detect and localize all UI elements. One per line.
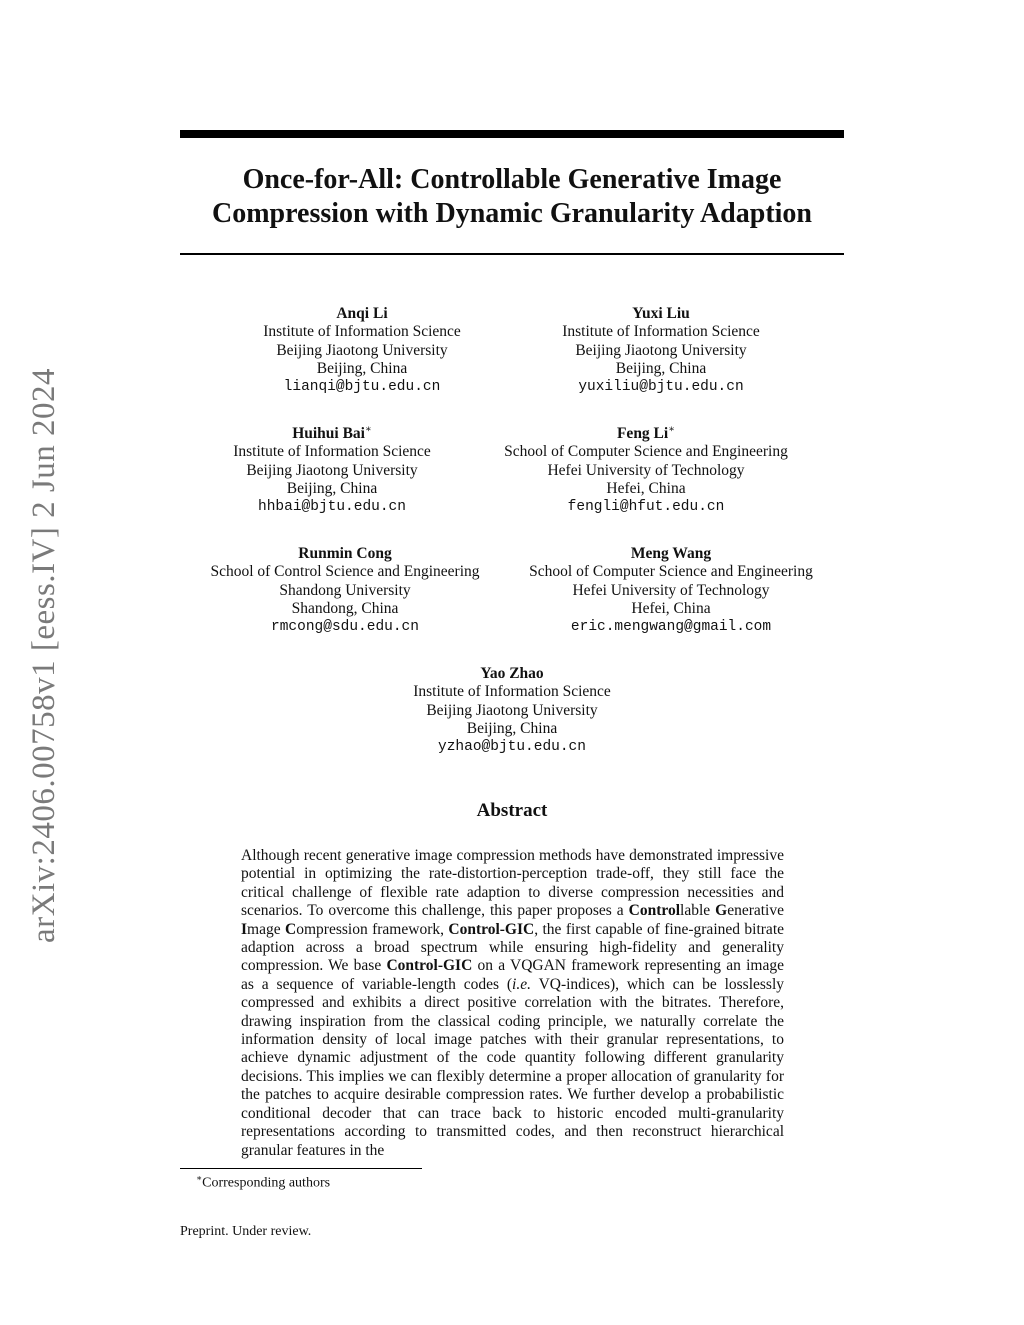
author-email: hhbai@bjtu.edu.cn bbox=[258, 499, 406, 516]
author-affiliation: Institute of Information Science bbox=[562, 323, 760, 341]
title-line-2: Compression with Dynamic Granularity Adaption bbox=[212, 198, 812, 229]
author-name: Anqi Li bbox=[336, 305, 388, 323]
footnote-rule bbox=[180, 1168, 422, 1169]
title-rule-top bbox=[180, 130, 844, 138]
author-name: Meng Wang bbox=[630, 545, 712, 563]
author-email: rmcong@sdu.edu.cn bbox=[271, 619, 419, 636]
author-block-anqi-li bbox=[232, 301, 492, 397]
author-name: Runmin Cong bbox=[298, 545, 392, 563]
preprint-note: Preprint. Under review. bbox=[180, 1224, 312, 1239]
author-location: Beijing, China bbox=[286, 480, 378, 498]
author-block-yao-zhao bbox=[382, 661, 642, 757]
author-institution: Shandong University bbox=[279, 581, 411, 599]
author-email: yzhao@bjtu.edu.cn bbox=[438, 739, 586, 756]
author-location: Beijing, China bbox=[316, 360, 408, 378]
footnote-corresponding: ∗Corresponding authors bbox=[196, 1173, 331, 1191]
author-email: fengli@hfut.edu.cn bbox=[567, 499, 725, 516]
abstract-heading: Abstract bbox=[476, 800, 548, 821]
abstract-body: Although recent generative image compression methods have demonstrated impressive potential in optimizing the rate-distortion-perception trade-off, they still face the critical challenge of flexible rate adaption to diverse compression necessities and scenarios. To overcome this challenge, this paper proposes a Controllable Generative Image Compression framework, Control-GIC, the first capable of fine-grained bitrate adaption across a broad spectrum while ensuring high-fidelity and generality compression. We base Control-GIC on a VQGAN framework representing an image as a sequence of variable-length codes (i.e. VQ-indices), which can be losslessly compressed and exhibits a direct positive correlation with the bitrates. Therefore, drawing inspiration from the classical coding principle, we naturally correlate the information density of local image patches with their granular representations, to achieve dynamic adjustment of the code quantity following different granularity decisions. This implies we can flexibly determine a proper allocation of granularity for the patches to acquire desirable compression rates. We further develop a probabilistic conditional decoder that can trace back to historic encoded multi-granularity representations according to transmitted codes, and then reconstruct hierarchical granular features in the bbox=[241, 847, 785, 1159]
author-affiliation: School of Computer Science and Engineering bbox=[529, 563, 813, 581]
title-rule-bottom bbox=[180, 253, 844, 255]
author-institution: Beijing Jiaotong University bbox=[426, 701, 598, 719]
author-institution: Beijing Jiaotong University bbox=[276, 341, 448, 359]
author-email: eric.mengwang@gmail.com bbox=[570, 619, 772, 636]
author-email: lianqi@bjtu.edu.cn bbox=[283, 379, 441, 396]
author-name: Feng Li∗ bbox=[616, 424, 676, 443]
author-location: Beijing, China bbox=[466, 720, 558, 738]
author-location: Beijing, China bbox=[615, 360, 707, 378]
author-location: Hefei, China bbox=[631, 600, 711, 618]
paper-title bbox=[180, 163, 844, 231]
author-affiliation: School of Control Science and Engineering bbox=[210, 563, 480, 581]
author-block-huihui-bai bbox=[202, 421, 462, 517]
arxiv-identifier-text: arXiv:2406.00758v1 [eess.IV] 2 Jun 2024 bbox=[25, 367, 62, 943]
title-line-1: Once-for-All: Controllable Generative Image bbox=[242, 164, 782, 195]
author-email: yuxiliu@bjtu.edu.cn bbox=[578, 379, 744, 396]
author-affiliation: Institute of Information Science bbox=[413, 683, 611, 701]
author-block-runmin-cong bbox=[194, 541, 496, 637]
author-block-feng-li bbox=[486, 421, 806, 517]
author-institution: Hefei University of Technology bbox=[547, 461, 745, 479]
arxiv-identifier bbox=[18, 365, 70, 945]
author-affiliation: Institute of Information Science bbox=[233, 443, 431, 461]
author-name: Yuxi Liu bbox=[632, 305, 690, 323]
author-name: Yao Zhao bbox=[480, 665, 544, 683]
author-affiliation: Institute of Information Science bbox=[263, 323, 461, 341]
author-block-meng-wang bbox=[511, 541, 831, 637]
author-institution: Hefei University of Technology bbox=[572, 581, 770, 599]
author-institution: Beijing Jiaotong University bbox=[246, 461, 418, 479]
author-location: Hefei, China bbox=[606, 480, 686, 498]
author-institution: Beijing Jiaotong University bbox=[575, 341, 747, 359]
author-block-yuxi-liu bbox=[531, 301, 791, 397]
author-name: Huihui Bai∗ bbox=[292, 424, 372, 443]
author-location: Shandong, China bbox=[291, 600, 399, 618]
author-affiliation: School of Computer Science and Engineering bbox=[504, 443, 788, 461]
